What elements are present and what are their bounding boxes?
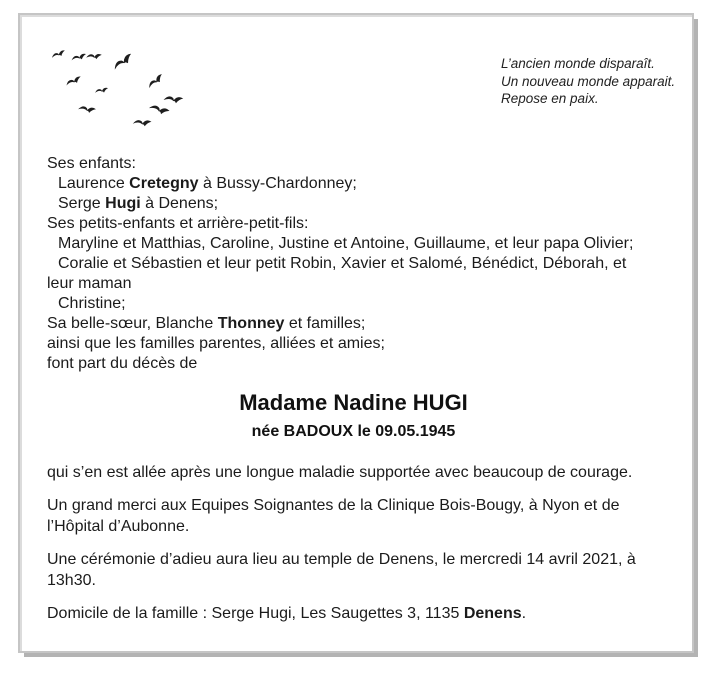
deceased-birth-line: née BADOUX le 09.05.1945	[251, 423, 456, 440]
flying-birds-icon	[40, 41, 230, 137]
notice-body	[20, 154, 692, 624]
obituary-notice-card	[18, 13, 694, 653]
notice-header	[20, 15, 692, 154]
epigraph	[501, 55, 675, 108]
family-member-line-continuation: leur maman	[47, 275, 132, 292]
family-member-line: Christine;	[58, 295, 126, 312]
member-relation: Sa belle-sœur, Blanche	[47, 315, 218, 332]
epigraph-line-2: Un nouveau monde apparait.	[501, 73, 676, 89]
member-surname: Cretegny	[129, 175, 199, 192]
family-intro-children: Ses enfants:	[47, 155, 136, 172]
bird-icon	[133, 118, 152, 127]
family-member-line	[47, 314, 660, 334]
family-member-line: Coralie et Sébastien et leur petit Robin, Xavier et Salomé, Bénédict, Déborah, et	[58, 255, 627, 272]
family-intro-grandchildren: Ses petits-enfants et arrière-petit-fils:	[47, 215, 309, 232]
member-suffix: et familles;	[284, 315, 366, 332]
family-member-line	[47, 174, 660, 194]
member-first-name: Serge	[58, 195, 106, 212]
address-period: .	[521, 605, 527, 622]
bird-icon	[163, 94, 183, 105]
member-surname: Hugi	[105, 195, 141, 212]
paragraph-family-address	[47, 603, 660, 624]
family-announcement	[47, 154, 660, 374]
bird-icon	[149, 102, 170, 117]
member-first-name: Laurence	[58, 175, 130, 192]
family-related-families-line: ainsi que les familles parentes, alliées et amies;	[47, 335, 385, 352]
bird-icon	[78, 104, 96, 115]
address-text: Domicile de la famille : Serge Hugi, Les Saugettes 3, 1135	[47, 605, 464, 622]
bird-icon	[95, 88, 109, 94]
epigraph-line-3: Repose en paix.	[501, 91, 599, 106]
bird-icon	[86, 53, 102, 60]
bird-icon	[146, 74, 165, 89]
family-member-line: Maryline et Matthias, Caroline, Justine et Antoine, Guillaume, et leur papa Olivier;	[58, 235, 634, 252]
family-member-line	[47, 194, 660, 214]
bird-icon	[71, 53, 87, 60]
member-surname: Thonney	[217, 315, 285, 332]
member-location: à Denens;	[140, 195, 219, 212]
paragraph-ceremony: Une cérémonie d’adieu aura lieu au temple de Denens, le mercredi 14 avril 2021, à 13h30.	[47, 551, 636, 589]
deceased-name-title: Madame Nadine HUGI	[239, 390, 468, 415]
epigraph-line-1: L’ancien monde disparaît.	[501, 56, 655, 71]
member-location: à Bussy-Chardonney;	[198, 175, 357, 192]
address-town: Denens	[463, 605, 522, 622]
bird-icon	[111, 53, 134, 70]
paragraph-thanks: Un grand merci aux Equipes Soignantes de la Clinique Bois-Bougy, à Nyon et de l’Hôpital d’Aubonne.	[47, 497, 620, 535]
bird-icon	[65, 76, 82, 86]
paragraph-passing: qui s’en est allée après une longue maladie supportée avec beaucoup de courage.	[47, 464, 633, 481]
announcement-line: font part du décès de	[47, 355, 198, 372]
bird-icon	[51, 50, 66, 58]
